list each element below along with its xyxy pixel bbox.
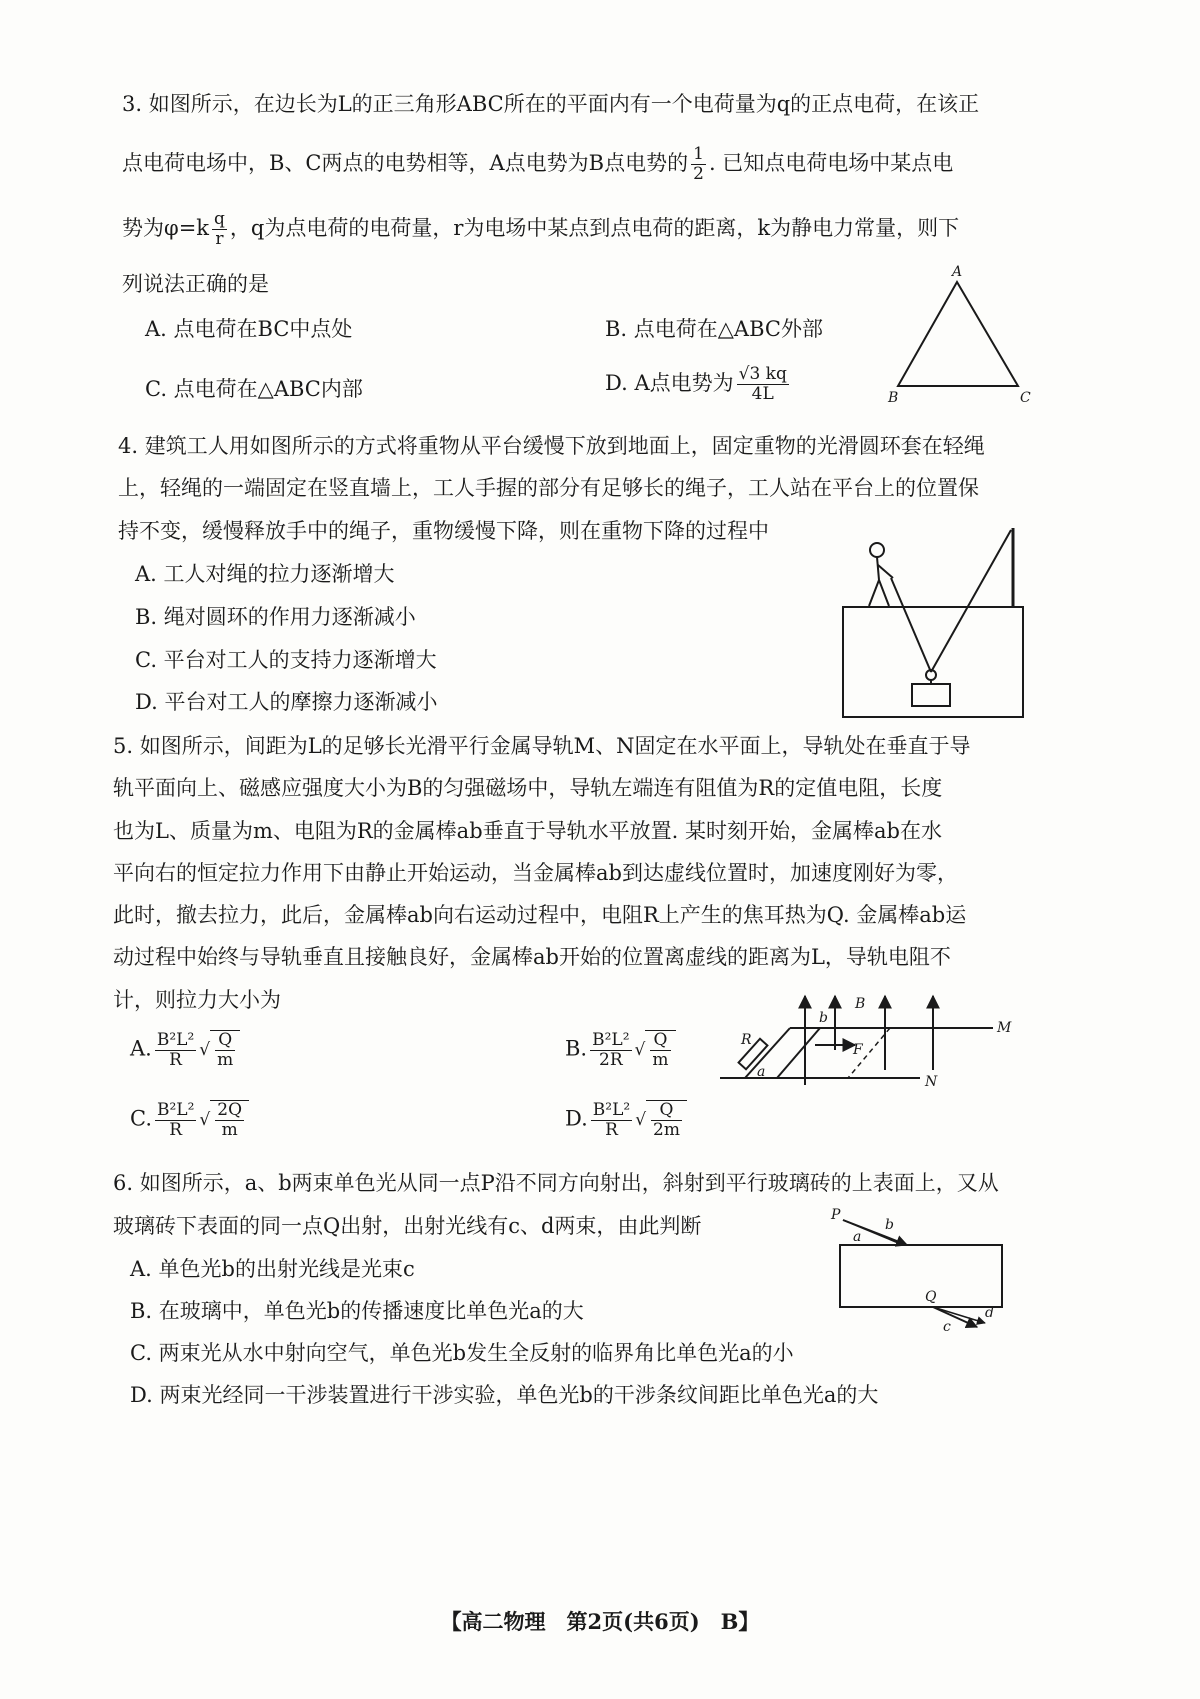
q5-option-b[interactable]: B. $\frac{\text{B²L²}}{2R}$ √ $\frac{Q}{m}$ bbox=[565, 1030, 676, 1070]
vertex-c-label: C bbox=[1020, 390, 1031, 406]
q5-option-a[interactable]: A. $\frac{\text{B²L²}}{R}$ √ $\frac{Q}{m}$ bbox=[130, 1030, 240, 1070]
worker-icon bbox=[869, 543, 893, 606]
rail-magnetic-field-figure bbox=[715, 990, 1025, 1095]
q4-line-1: 4. 建筑工人用如图所示的方式将重物从平台缓慢下放到地面上，固定重物的光滑圆环套在轻绳 bbox=[118, 434, 985, 458]
platform-outline bbox=[843, 607, 1023, 717]
ray-b bbox=[843, 1220, 903, 1245]
q4-option-a[interactable]: A. 工人对绳的拉力逐渐增大 bbox=[135, 562, 395, 586]
q5-a-denominator: R bbox=[169, 1049, 182, 1070]
q5-c-root-denominator: m bbox=[221, 1120, 238, 1140]
q5-option-c-label: C. bbox=[130, 1106, 152, 1131]
field-label-b: B bbox=[855, 996, 866, 1012]
q3-option-d-fraction bbox=[737, 365, 789, 404]
q6-option-c[interactable]: C. 两束光从水中射向空气，单色光b发生全反射的临界角比单色光a的小 bbox=[130, 1341, 794, 1365]
worker-platform-figure bbox=[835, 520, 1035, 725]
weight-box bbox=[912, 684, 950, 706]
q3-option-d[interactable] bbox=[605, 365, 792, 404]
half-numerator: 1 bbox=[693, 144, 704, 164]
q3-option-a[interactable]: A. 点电荷在BC中点处 bbox=[145, 317, 353, 341]
rail-m-label: M bbox=[997, 1020, 1012, 1036]
vertex-a-label: A bbox=[952, 264, 963, 280]
half-denominator: 2 bbox=[693, 164, 704, 184]
rope-left bbox=[891, 578, 931, 672]
q5-d-root-numerator: Q bbox=[651, 1101, 682, 1121]
vertex-b-label: B bbox=[888, 390, 899, 406]
q4-option-d[interactable]: D. 平台对工人的摩擦力逐渐减小 bbox=[135, 690, 438, 714]
q5-c-numerator: B²L² bbox=[157, 1099, 195, 1120]
rope-right bbox=[931, 530, 1011, 672]
q5-c-root-numerator: 2Q bbox=[217, 1100, 243, 1120]
phi-fraction bbox=[212, 210, 227, 249]
q5-option-d[interactable]: D. $\frac{\text{B²L²}}{R}$ √ $\frac{Q}{2m}$ bbox=[565, 1100, 687, 1140]
q6-line-1: 6. 如图所示，a、b两束单色光从同一点P沿不同方向射出，斜射到平行玻璃砖的上表面上，又从 bbox=[113, 1171, 999, 1195]
q5-d-numerator: B²L² bbox=[592, 1099, 631, 1120]
q3-line-3b: ，q为点电荷的电荷量，r为电场中某点到点电荷的距离，k为静电力常量，则下 bbox=[229, 216, 960, 240]
glass-brick-figure bbox=[825, 1205, 1010, 1335]
resistor-label: R bbox=[741, 1032, 752, 1048]
q3-line-2 bbox=[122, 145, 953, 184]
ray-c bbox=[933, 1307, 977, 1327]
q3-line-2a: 点电荷电场中，B、C两点的电势相等，A点电势为B点电势的 bbox=[122, 151, 689, 175]
glass-brick bbox=[840, 1245, 1002, 1307]
half-fraction bbox=[691, 145, 706, 184]
q3-line-3a: 势为φ=k bbox=[122, 216, 210, 240]
q6-line-2: 玻璃砖下表面的同一点Q出射，出射光线有c、d两束，由此判断 bbox=[113, 1214, 702, 1238]
triangle-abc bbox=[898, 282, 1018, 386]
q5-b-numerator: B²L² bbox=[592, 1029, 630, 1050]
q5-d-root-denominator: 2m bbox=[653, 1120, 680, 1140]
point-q-label: Q bbox=[925, 1289, 937, 1305]
q5-line-1: 5. 如图所示，间距为L的足够长光滑平行金属导轨M、N固定在水平面上，导轨处在垂直于导 bbox=[113, 734, 971, 758]
q5-line-3: 也为L、质量为m、电阻为R的金属棒ab垂直于导轨水平放置. 某时刻开始，金属棒ab在水 bbox=[113, 819, 942, 843]
q3-option-d-denominator: 4L bbox=[751, 384, 774, 404]
ray-d bbox=[933, 1307, 985, 1323]
q3-line-1: 3. 如图所示，在边长为L的正三角形ABC所在的平面内有一个电荷量为q的正点电荷，在该正 bbox=[122, 92, 980, 116]
q5-line-5: 此时，撤去拉力，此后，金属棒ab向右运动过程中，电阻R上产生的焦耳热为Q. 金属棒ab运 bbox=[113, 903, 967, 927]
ray-a-label: a bbox=[853, 1229, 862, 1245]
q5-b-denominator: 2R bbox=[599, 1049, 623, 1070]
q5-option-d-label: D. bbox=[565, 1106, 588, 1131]
ray-b-label: b bbox=[885, 1217, 894, 1233]
q4-line-2: 上，轻绳的一端固定在竖直墙上，工人手握的部分有足够长的绳子，工人站在平台上的位置保 bbox=[118, 476, 979, 500]
q3-option-c[interactable]: C. 点电荷在△ABC内部 bbox=[145, 377, 363, 401]
q6-option-d[interactable]: D. 两束光经同一干涉装置进行干涉实验，单色光b的干涉条纹间距比单色光a的大 bbox=[130, 1383, 879, 1407]
q3-option-b[interactable]: B. 点电荷在△ABC外部 bbox=[605, 317, 823, 341]
q3-option-d-prefix: D. A点电势为 bbox=[605, 371, 734, 395]
rod-end-a-label: a bbox=[757, 1064, 766, 1080]
q6-option-a[interactable]: A. 单色光b的出射光线是光束c bbox=[130, 1257, 415, 1281]
q5-option-a-label: A. bbox=[130, 1036, 152, 1061]
phi-numerator: q bbox=[214, 209, 225, 229]
q5-line-7: 计，则拉力大小为 bbox=[113, 988, 281, 1012]
q3-line-4: 列说法正确的是 bbox=[122, 272, 269, 296]
q4-option-c[interactable]: C. 平台对工人的支持力逐渐增大 bbox=[135, 648, 437, 672]
q3-line-2b: . 已知点电荷电场中某点电 bbox=[708, 151, 954, 175]
triangle-abc-figure bbox=[880, 262, 1040, 407]
ray-d-label: d bbox=[985, 1305, 994, 1321]
q3-option-d-numerator: √3 kq bbox=[738, 364, 787, 384]
q6-option-b[interactable]: B. 在玻璃中，单色光b的传播速度比单色光a的大 bbox=[130, 1299, 584, 1323]
rail-n-label: N bbox=[925, 1074, 938, 1090]
q5-d-denominator: R bbox=[605, 1119, 618, 1140]
q5-line-6: 动过程中始终与导轨垂直且接触良好，金属棒ab开始的位置离虚线的距离为L，导轨电阻不 bbox=[113, 945, 951, 969]
rod-end-b-label: b bbox=[819, 1010, 828, 1026]
q4-line-3: 持不变，缓慢释放手中的绳子，重物缓慢下降，则在重物下降的过程中 bbox=[118, 519, 769, 543]
point-p-label: P bbox=[831, 1207, 841, 1223]
q5-a-numerator: B²L² bbox=[156, 1029, 195, 1050]
q4-option-b[interactable]: B. 绳对圆环的作用力逐渐减小 bbox=[135, 605, 416, 629]
phi-denominator: r bbox=[215, 229, 224, 249]
q3-line-3 bbox=[122, 210, 959, 249]
q5-c-denominator: R bbox=[169, 1119, 183, 1140]
q5-a-root-denominator: m bbox=[217, 1050, 234, 1070]
q5-line-4: 平向右的恒定拉力作用下由静止开始运动，当金属棒ab到达虚线位置时，加速度刚好为零， bbox=[113, 861, 958, 885]
q5-b-root-numerator: Q bbox=[650, 1031, 670, 1051]
q5-line-2: 轨平面向上、磁感应强度大小为B的匀强磁场中，导轨左端连有阻值为R的定值电阻，长度 bbox=[113, 776, 943, 800]
ray-c-label: c bbox=[943, 1319, 951, 1335]
q5-a-root-numerator: Q bbox=[215, 1031, 235, 1051]
q5-b-root-denominator: m bbox=[652, 1050, 669, 1070]
force-label: F bbox=[853, 1042, 863, 1058]
q5-option-c[interactable]: C. $\frac{\text{B²L²}}{R}$ √ $\frac{2Q}{m}$ bbox=[130, 1100, 249, 1140]
q5-option-b-label: B. bbox=[565, 1036, 588, 1061]
page-footer: 【高二物理 第2页(共6页) B】 bbox=[440, 1609, 760, 1634]
